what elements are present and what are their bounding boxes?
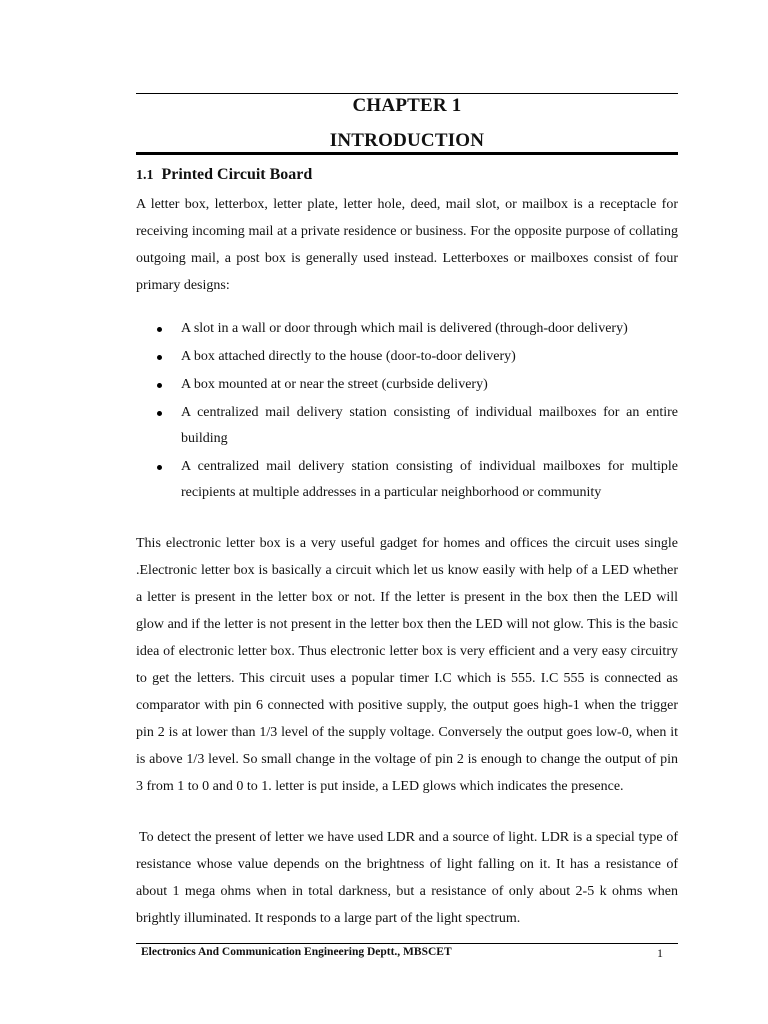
bullet-icon bbox=[157, 465, 162, 470]
footer-department: Electronics And Communication Engineering Deptt., MBSCET bbox=[141, 946, 452, 958]
list-item bbox=[136, 454, 678, 506]
heading-underline-rule bbox=[136, 152, 678, 155]
section-title: Printed Circuit Board bbox=[161, 166, 313, 183]
list-item-text: A box mounted at or near the street (curbside delivery) bbox=[181, 377, 488, 392]
list-item bbox=[136, 400, 678, 452]
mailbox-design-list bbox=[136, 316, 678, 508]
list-item-text: A slot in a wall or door through which mail is delivered (through-door delivery) bbox=[181, 321, 628, 336]
footer-rule bbox=[136, 943, 678, 944]
chapter-title: INTRODUCTION bbox=[329, 130, 485, 151]
list-item-text: A centralized mail delivery station consisting of individual mailboxes for multiple recipients at multiple addresses in a particular neighborhood or community bbox=[181, 459, 678, 500]
bullet-icon bbox=[157, 411, 162, 416]
ldr-description-paragraph: To detect the present of letter we have used LDR and a source of light. LDR is a special type of resistance whose value depends on the brightness of light falling on it. It has a resistance of about 1 mega ohms when in total darkness, but a resistance of only about 2-5 k ohms when brightly illuminated. It responds to a large part of the light spectrum. bbox=[136, 830, 678, 926]
page-number: 1 bbox=[657, 946, 663, 960]
chapter-number: CHAPTER 1 bbox=[352, 95, 462, 116]
bullet-icon bbox=[157, 383, 162, 388]
list-item bbox=[136, 344, 678, 370]
list-item-text: A centralized mail delivery station consisting of individual mailboxes for an entire building bbox=[181, 405, 678, 446]
bullet-icon bbox=[157, 355, 162, 360]
intro-paragraph: A letter box, letterbox, letter plate, letter hole, deed, mail slot, or mailbox is a receptacle for receiving incoming mail at a private residence or business. For the opposite purpose of collating outgoing mail, a post box is generally used instead. Letterboxes or mailboxes consist of four primary designs: bbox=[136, 197, 678, 293]
list-item-text: A box attached directly to the house (door-to-door delivery) bbox=[181, 349, 516, 364]
section-number: 1.1 bbox=[136, 168, 154, 183]
header-rule bbox=[136, 93, 678, 94]
list-item bbox=[136, 316, 678, 342]
section-heading bbox=[136, 166, 678, 184]
circuit-description-paragraph: This electronic letter box is a very useful gadget for homes and offices the circuit uses single .Electronic letter box is basically a circuit which let us know easily with help of a LED whether a letter is present in the letter box or not. If the letter is present in the box then the LED will glow and if the letter is not present in the letter box then the LED will not glow. This is the basic idea of electronic letter box. Thus electronic letter box is very efficient and a very easy circuitry to get the letters. This circuit uses a popular timer I.C which is 555. I.C 555 is connected as comparator with pin 6 connected with positive supply, the output goes high-1 when the trigger pin 2 is at lower than 1/3 level of the supply voltage. Conversely the output goes low-0, when it is above 1/3 level. So small change in the voltage of pin 2 is enough to change the output of pin 3 from 1 to 0 and 0 to 1. letter is put inside, a LED glows which indicates the presence. bbox=[136, 536, 678, 794]
list-item bbox=[136, 372, 678, 398]
bullet-icon bbox=[157, 327, 162, 332]
